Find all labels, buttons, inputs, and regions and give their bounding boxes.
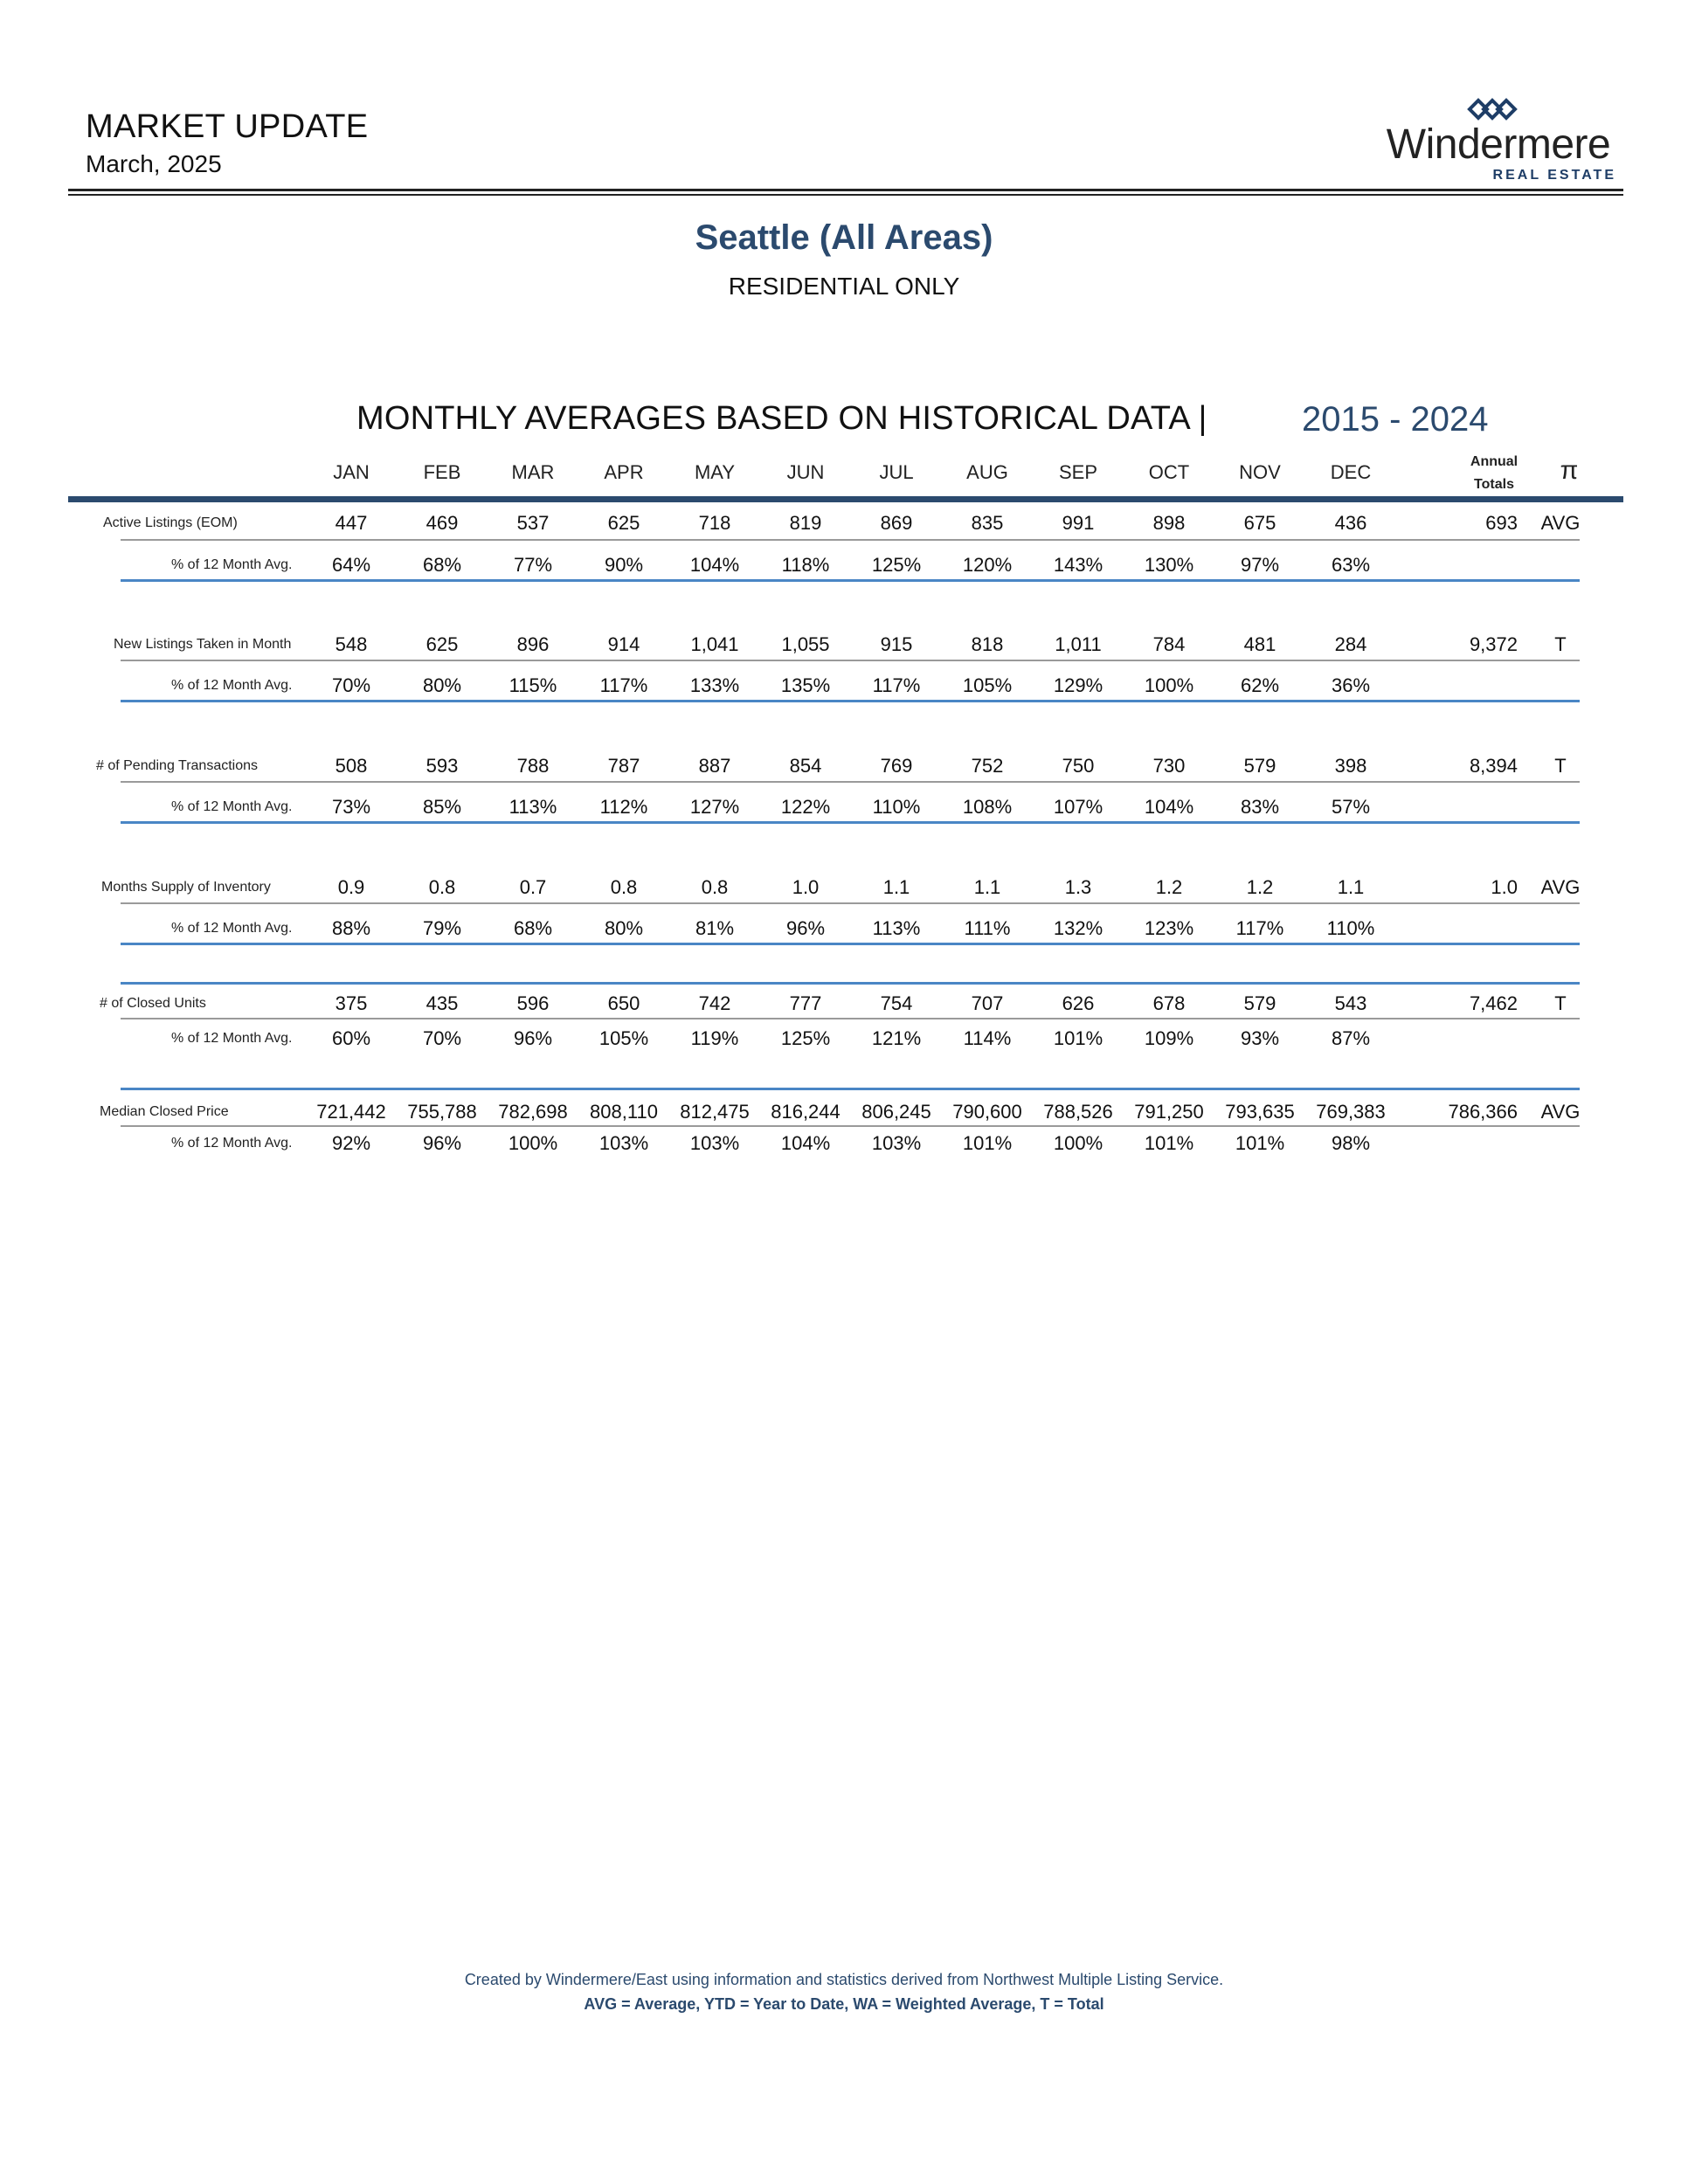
pct-cell: 96% <box>513 1027 553 1049</box>
value-cell: 793,635 <box>1225 1101 1295 1123</box>
logo-wordmark: Windermere <box>1386 121 1611 168</box>
month-header-feb: FEB <box>423 461 461 483</box>
pct-cell: 112% <box>599 796 648 818</box>
value-cell: 596 <box>516 992 550 1014</box>
value-cell: 1.2 <box>1155 876 1183 898</box>
row-label: # of Closed Units <box>100 996 206 1011</box>
value-cell: 1,055 <box>781 633 830 655</box>
pct-cell: 70% <box>422 1027 462 1049</box>
pct-cell: 129% <box>1053 674 1103 696</box>
value-cell: 593 <box>425 755 459 777</box>
pct-cell: 108% <box>962 796 1013 818</box>
value-cell: 750 <box>1062 755 1095 777</box>
row-label: # of Pending Transactions <box>96 758 259 773</box>
value-cell: 1.3 <box>1064 876 1092 898</box>
pct-cell: 77% <box>513 554 553 576</box>
value-cell: 818 <box>971 633 1004 655</box>
header-rule-bottom <box>68 194 1623 196</box>
annual-total-cell: 1.0 <box>1491 876 1518 898</box>
pct-cell: 117% <box>599 674 648 696</box>
month-header-oct: OCT <box>1148 461 1190 483</box>
row-divider <box>121 579 1580 582</box>
pct-cell: 57% <box>1331 796 1371 818</box>
pct-cell: 109% <box>1144 1027 1194 1049</box>
value-cell: 537 <box>516 512 550 534</box>
pct-row-label: % of 12 Month Avg. <box>171 921 293 936</box>
pct-cell: 101% <box>1144 1132 1194 1154</box>
total-type-cell: T <box>1554 755 1567 777</box>
value-cell: 788 <box>516 755 550 777</box>
value-cell: 1,011 <box>1055 633 1102 655</box>
pct-cell: 63% <box>1331 554 1371 576</box>
row-divider <box>121 700 1580 702</box>
month-header-mar: MAR <box>511 461 555 483</box>
pct-cell: 135% <box>780 674 831 696</box>
value-cell: 806,245 <box>861 1101 931 1123</box>
value-cell: 718 <box>698 512 731 534</box>
value-cell: 626 <box>1062 992 1095 1014</box>
value-cell: 819 <box>789 512 822 534</box>
annual-header-line1: Annual <box>1470 454 1519 469</box>
total-type-cell: T <box>1554 992 1567 1014</box>
value-cell: 896 <box>516 633 550 655</box>
value-cell: 650 <box>607 992 640 1014</box>
value-cell: 914 <box>607 633 640 655</box>
value-cell: 854 <box>789 755 822 777</box>
annual-totals-header <box>1450 451 1538 496</box>
pct-cell: 117% <box>872 674 921 696</box>
value-cell: 678 <box>1152 992 1186 1014</box>
pct-cell: 105% <box>962 674 1013 696</box>
value-cell: 730 <box>1152 755 1186 777</box>
pct-cell: 100% <box>508 1132 558 1154</box>
pct-cell: 96% <box>785 917 826 939</box>
pct-cell: 121% <box>871 1027 922 1049</box>
annual-total-cell: 7,462 <box>1469 992 1518 1014</box>
pct-cell: 101% <box>1235 1132 1285 1154</box>
pct-cell: 73% <box>331 796 371 818</box>
value-cell: 790,600 <box>952 1101 1022 1123</box>
pct-cell: 107% <box>1053 796 1103 818</box>
pct-row-label: % of 12 Month Avg. <box>171 1031 293 1046</box>
row-label: New Listings Taken in Month <box>114 637 292 652</box>
value-cell: 707 <box>971 992 1004 1014</box>
total-type-cell: AVG <box>1540 1101 1581 1123</box>
pct-cell: 100% <box>1144 674 1194 696</box>
row-label: Months Supply of Inventory <box>101 880 271 895</box>
value-cell: 508 <box>335 755 368 777</box>
pct-cell: 104% <box>1144 796 1194 818</box>
value-cell: 0.8 <box>428 876 456 898</box>
pct-cell: 103% <box>689 1132 740 1154</box>
value-cell: 742 <box>698 992 731 1014</box>
pct-cell: 105% <box>598 1027 649 1049</box>
pct-cell: 62% <box>1240 674 1280 696</box>
month-header-aug: AUG <box>966 461 1008 483</box>
header-title: MARKET UPDATE <box>86 108 369 145</box>
value-cell: 625 <box>607 512 640 534</box>
pct-cell: 96% <box>422 1132 462 1154</box>
pct-cell: 125% <box>780 1027 831 1049</box>
pct-cell: 87% <box>1331 1027 1371 1049</box>
value-cell: 752 <box>971 755 1004 777</box>
month-header-may: MAY <box>694 461 736 483</box>
value-cell: 0.7 <box>519 876 547 898</box>
annual-total-cell: 693 <box>1485 512 1518 534</box>
value-cell: 1.1 <box>882 876 910 898</box>
value-cell: 769,383 <box>1316 1101 1386 1123</box>
pct-cell: 114% <box>963 1027 1012 1049</box>
value-cell: 788,526 <box>1043 1101 1113 1123</box>
annual-total-cell: 9,372 <box>1469 633 1518 655</box>
month-header-apr: APR <box>604 461 644 483</box>
pct-cell: 103% <box>598 1132 649 1154</box>
pct-cell: 132% <box>1053 917 1103 939</box>
logo-subtitle: REAL ESTATE <box>1492 168 1616 183</box>
pct-cell: 118% <box>781 554 830 576</box>
value-cell: 1.1 <box>1337 876 1365 898</box>
pct-cell: 104% <box>689 554 740 576</box>
month-header-dec: DEC <box>1330 461 1372 483</box>
value-cell: 1.0 <box>792 876 820 898</box>
section-years: 2015 - 2024 <box>1302 400 1489 439</box>
month-header-jun: JUN <box>786 461 825 483</box>
annual-header-line2: Totals <box>1474 477 1514 492</box>
pct-cell: 93% <box>1240 1027 1280 1049</box>
pct-cell: 110% <box>1326 917 1375 939</box>
header-date: March, 2025 <box>86 150 222 177</box>
total-type-cell: AVG <box>1540 876 1581 898</box>
pct-cell: 70% <box>331 674 371 696</box>
pct-cell: 85% <box>422 796 462 818</box>
type-header: π <box>1560 456 1579 485</box>
month-header-sep: SEP <box>1058 461 1098 483</box>
value-cell: 787 <box>607 755 640 777</box>
pct-cell: 117% <box>1235 917 1284 939</box>
pct-cell: 119% <box>690 1027 739 1049</box>
pct-cell: 60% <box>331 1027 371 1049</box>
pct-row-label: % of 12 Month Avg. <box>171 557 293 572</box>
row-divider <box>121 902 1580 904</box>
pct-row-label: % of 12 Month Avg. <box>171 1136 293 1151</box>
value-cell: 579 <box>1243 755 1276 777</box>
pct-cell: 115% <box>508 674 557 696</box>
pct-cell: 143% <box>1053 554 1103 576</box>
value-cell: 808,110 <box>590 1101 658 1123</box>
total-type-cell: AVG <box>1540 512 1581 534</box>
footer-legend: AVG = Average, YTD = Year to Date, WA = Weighted Average, T = Total <box>584 1995 1104 2013</box>
row-label: Median Closed Price <box>100 1104 229 1119</box>
value-cell: 991 <box>1062 512 1095 534</box>
pct-cell: 125% <box>871 554 922 576</box>
pct-cell: 92% <box>331 1132 371 1154</box>
value-cell: 1,041 <box>690 633 739 655</box>
pct-cell: 110% <box>872 796 921 818</box>
pct-cell: 104% <box>780 1132 831 1154</box>
table-header-rule <box>68 496 1623 502</box>
value-cell: 782,698 <box>498 1101 568 1123</box>
pct-cell: 81% <box>695 917 735 939</box>
annual-total-cell: 8,394 <box>1469 755 1518 777</box>
annual-total-cell: 786,366 <box>1448 1101 1518 1123</box>
pct-cell: 88% <box>331 917 371 939</box>
pct-cell: 68% <box>513 917 553 939</box>
row-divider <box>121 982 1580 985</box>
windermere-logo-icon <box>1466 94 1519 124</box>
value-cell: 721,442 <box>316 1101 386 1123</box>
value-cell: 754 <box>880 992 913 1014</box>
value-cell: 784 <box>1152 633 1186 655</box>
header-rule-top <box>68 189 1623 191</box>
pct-cell: 68% <box>422 554 462 576</box>
pct-cell: 122% <box>780 796 831 818</box>
pct-row-label: % of 12 Month Avg. <box>171 799 293 814</box>
row-divider <box>121 1125 1580 1127</box>
value-cell: 755,788 <box>407 1101 477 1123</box>
value-cell: 481 <box>1243 633 1276 655</box>
value-cell: 435 <box>425 992 459 1014</box>
value-cell: 1.1 <box>973 876 1001 898</box>
value-cell: 0.8 <box>701 876 729 898</box>
pct-cell: 133% <box>689 674 740 696</box>
pct-cell: 80% <box>422 674 462 696</box>
pct-cell: 90% <box>604 554 644 576</box>
value-cell: 816,244 <box>771 1101 841 1123</box>
value-cell: 869 <box>880 512 913 534</box>
pct-cell: 98% <box>1331 1132 1371 1154</box>
row-divider <box>121 943 1580 945</box>
month-header-jul: JUL <box>879 461 914 483</box>
pct-cell: 97% <box>1240 554 1280 576</box>
value-cell: 579 <box>1243 992 1276 1014</box>
footer-source: Created by Windermere/East using information and statistics derived from Northwest Multiple Listing Service. <box>464 1971 1224 1988</box>
value-cell: 769 <box>880 755 913 777</box>
pct-cell: 80% <box>604 917 644 939</box>
value-cell: 398 <box>1334 755 1367 777</box>
pct-cell: 100% <box>1053 1132 1103 1154</box>
value-cell: 812,475 <box>680 1101 750 1123</box>
value-cell: 375 <box>335 992 368 1014</box>
value-cell: 625 <box>425 633 459 655</box>
value-cell: 543 <box>1334 992 1367 1014</box>
row-divider <box>121 539 1580 541</box>
windermere-logo <box>1380 94 1616 182</box>
row-divider <box>121 781 1580 783</box>
value-cell: 469 <box>425 512 459 534</box>
pct-cell: 123% <box>1144 917 1194 939</box>
value-cell: 777 <box>789 992 822 1014</box>
value-cell: 887 <box>698 755 731 777</box>
value-cell: 436 <box>1334 512 1367 534</box>
value-cell: 675 <box>1243 512 1276 534</box>
value-cell: 791,250 <box>1134 1101 1204 1123</box>
value-cell: 0.9 <box>337 876 365 898</box>
pct-cell: 120% <box>962 554 1013 576</box>
row-divider <box>121 1018 1580 1019</box>
pct-cell: 103% <box>871 1132 922 1154</box>
row-divider <box>121 1088 1580 1090</box>
value-cell: 898 <box>1152 512 1186 534</box>
value-cell: 284 <box>1334 633 1367 655</box>
pct-cell: 113% <box>872 917 921 939</box>
row-divider <box>121 821 1580 824</box>
month-header-nov: NOV <box>1239 461 1281 483</box>
section-title: MONTHLY AVERAGES BASED ON HISTORICAL DATA | <box>356 400 1207 437</box>
pct-cell: 113% <box>508 796 557 818</box>
pct-cell: 83% <box>1240 796 1280 818</box>
pct-cell: 101% <box>962 1132 1013 1154</box>
pct-cell: 111% <box>964 917 1011 939</box>
row-divider <box>121 660 1580 661</box>
pct-cell: 64% <box>331 554 371 576</box>
pct-cell: 101% <box>1053 1027 1103 1049</box>
row-label: Active Listings (EOM) <box>103 515 238 530</box>
pct-cell: 36% <box>1331 674 1371 696</box>
value-cell: 0.8 <box>610 876 638 898</box>
value-cell: 1.2 <box>1246 876 1274 898</box>
value-cell: 548 <box>335 633 368 655</box>
value-cell: 915 <box>880 633 913 655</box>
pct-cell: 127% <box>689 796 740 818</box>
pct-cell: 130% <box>1144 554 1194 576</box>
pct-cell: 79% <box>422 917 462 939</box>
month-header-jan: JAN <box>333 461 370 483</box>
area-title: Seattle (All Areas) <box>695 218 993 257</box>
pct-row-label: % of 12 Month Avg. <box>171 678 293 693</box>
value-cell: 835 <box>971 512 1004 534</box>
area-subtitle: RESIDENTIAL ONLY <box>728 273 960 300</box>
total-type-cell: T <box>1554 633 1567 655</box>
value-cell: 447 <box>335 512 368 534</box>
